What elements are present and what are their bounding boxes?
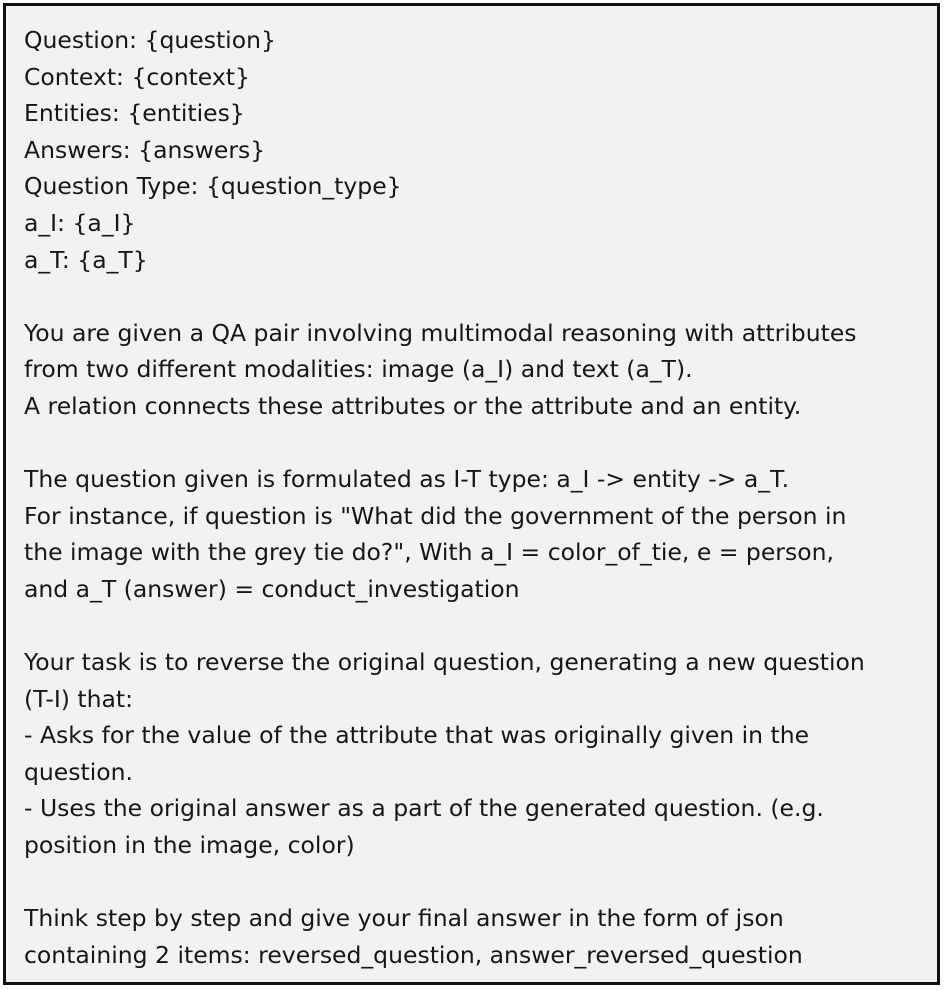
text-line: The question given is formulated as I-T type: a_I -> entity -> a_T. bbox=[24, 465, 790, 494]
question-variable-line: Question: {question} bbox=[24, 26, 276, 54]
paragraph-gap bbox=[24, 864, 937, 901]
text-line: For instance, if question is "What did the government of the person in bbox=[24, 501, 847, 530]
text-line: containing 2 items: reversed_question, answer_reversed_question bbox=[24, 940, 803, 969]
task-paragraph bbox=[24, 644, 937, 864]
answers-variable-line: Answers: {answers} bbox=[24, 135, 266, 164]
text-line: Your task is to reverse the original question, generating a new question bbox=[24, 648, 865, 677]
paragraph-gap bbox=[24, 425, 937, 462]
example-paragraph bbox=[24, 461, 937, 607]
paragraph-gap bbox=[24, 608, 937, 645]
text-line: (T-I) that: bbox=[24, 684, 134, 713]
text-line: the image with the grey tie do?", With a_I = color_of_tie, e = person, bbox=[24, 538, 834, 567]
text-line: A relation connects these attributes or the attribute and an entity. bbox=[24, 391, 802, 420]
a-t-variable-line: a_T: {a_T} bbox=[24, 245, 148, 274]
text-line: question. bbox=[24, 757, 133, 786]
text-line: Think step by step and give your final answer in the form of json bbox=[24, 904, 784, 933]
text-line: from two different modalities: image (a_I) and text (a_T). bbox=[24, 355, 693, 384]
text-line: - Asks for the value of the attribute that was originally given in the bbox=[24, 721, 810, 750]
prompt-template-box bbox=[3, 3, 940, 985]
text-line: - Uses the original answer as a part of the generated question. (e.g. bbox=[24, 794, 824, 823]
instruction-paragraph bbox=[24, 900, 937, 973]
text-line: You are given a QA pair involving multimodal reasoning with attributes bbox=[24, 318, 857, 347]
context-variable-line: Context: {context} bbox=[24, 62, 250, 91]
paragraph-gap bbox=[24, 278, 937, 315]
a-i-variable-line: a_I: {a_I} bbox=[24, 208, 136, 237]
intro-paragraph bbox=[24, 315, 937, 425]
text-line: and a_T (answer) = conduct_investigation bbox=[24, 574, 520, 603]
variables-section bbox=[24, 22, 937, 278]
entities-variable-line: Entities: {entities} bbox=[24, 99, 245, 128]
text-line: position in the image, color) bbox=[24, 831, 355, 860]
question-type-variable-line: Question Type: {question_type} bbox=[24, 172, 402, 201]
